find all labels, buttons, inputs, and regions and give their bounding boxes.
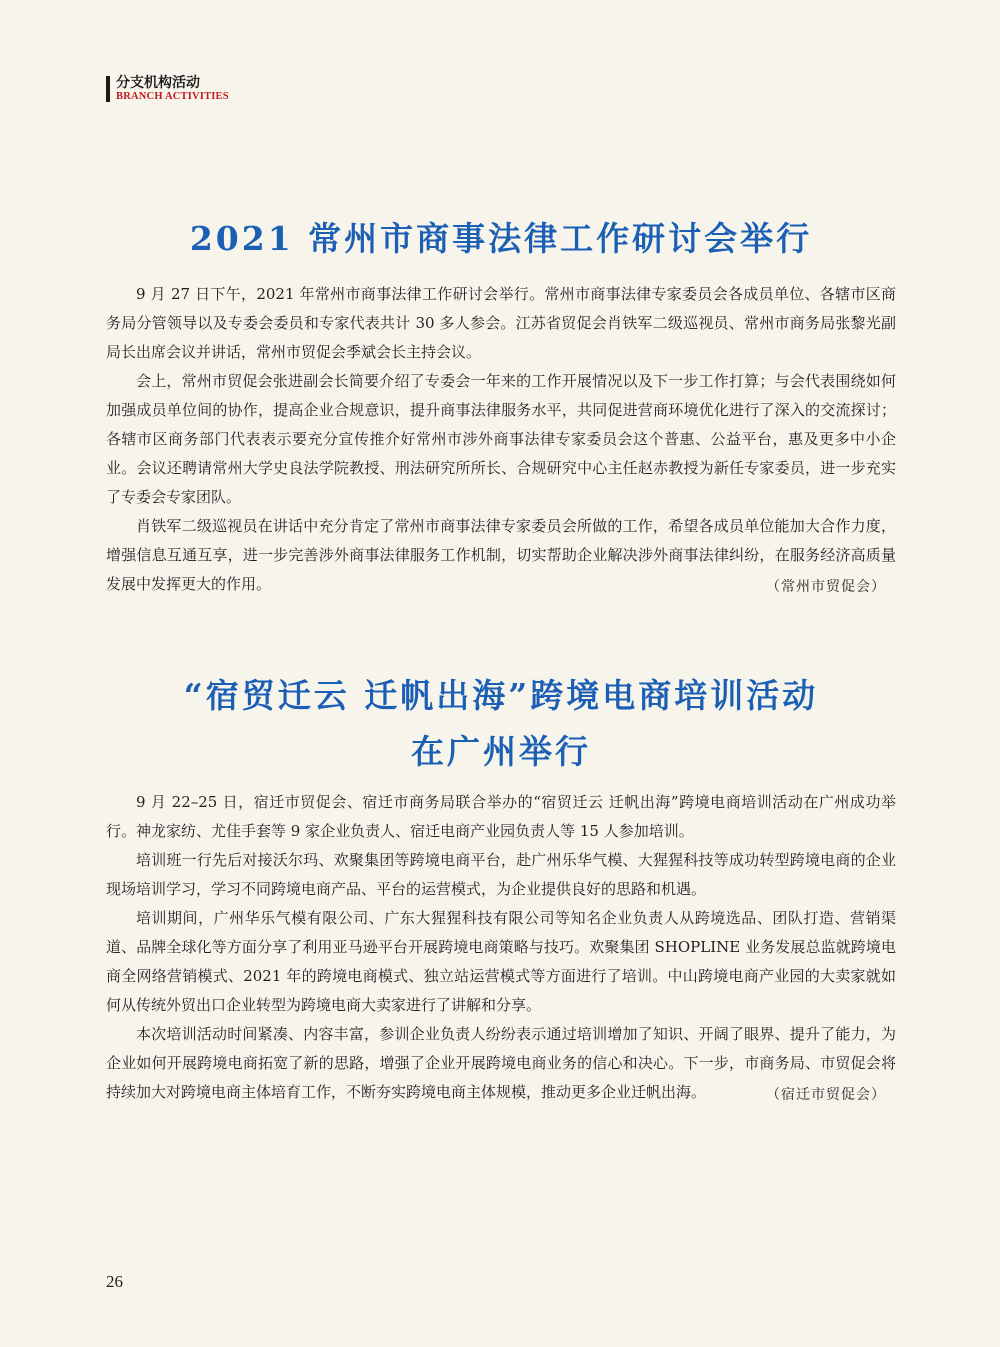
section-tag <box>106 76 229 102</box>
article-source: （宿迁市贸促会） <box>766 1087 886 1103</box>
article-title-line1: “宿贸迁云 迁帆出海”跨境电商培训活动 <box>183 676 819 715</box>
article-paragraph: 会上，常州市贸促会张进副会长简要介绍了专委会一年来的工作开展情况以及下一步工作打算；与会代表围绕如何加强成员单位间的协作，提高企业合规意识，提升商事法律服务水平，共同促进营商环境优化进行了深入的交流探讨；各辖市区商务部门代表表示要充分宣传推介好常州市涉外商事法律专家委员会这个普惠、公益平台，惠及更多中小企业。会议还聘请常州大学史良法学院教授、刑法研究所所长、合规研究中心主任赵赤教授为新任专家委员，进一步充实了专委会专家团队。 <box>106 372 896 506</box>
article-paragraph: 本次培训活动时间紧凑、内容丰富，参训企业负责人纷纷表示通过培训增加了知识、开阔了眼界、提升了能力，为企业如何开展跨境电商拓宽了新的思路，增强了企业开展跨境电商业务的信心和决心。下一步，市商务局、市贸促会将持续加大对跨境电商主体培育工作，不断夯实跨境电商主体规模，推动更多企业迁帆出海。 <box>106 1025 896 1101</box>
article-paragraph: 9 月 27 日下午，2021 年常州市商事法律工作研讨会举行。常州市商事法律专家委员会各成员单位、各辖市区商务局分管领导以及专委会委员和专家代表共计 30 多人参会。江苏省贸促会肖铁军二级巡视员、常州市商务局张黎光副局长出席会议并讲话，常州市贸促会季斌会长主持会议。 <box>106 285 896 361</box>
section-title-zh: 分支机构活动 <box>116 75 200 91</box>
article-paragraph: 肖铁军二级巡视员在讲话中充分肯定了常州市商事法律专家委员会所做的工作，希望各成员单位能加大合作力度，增强信息互通互享，进一步完善涉外商事法律服务工作机制，切实帮助企业解决涉外商事法律纠纷，在服务经济高质量发展中发挥更大的作用。 <box>106 517 896 593</box>
article-changzhou <box>106 213 896 597</box>
article-paragraph: 培训期间，广州华乐气模有限公司、广东大猩猩科技有限公司等知名企业负责人从跨境选品、团队打造、营销渠道、品牌全球化等方面分享了利用亚马逊平台开展跨境电商策略与技巧。欢聚集团 SHOPLINE 业务发展总监就跨境电商全网络营销模式、2021 年的跨境电商模式、独立站运营模式等方面进行了培训。中山跨境电商产业园的大卖家就如何从传统外贸出口企业转型为跨境电商大卖家进行了讲解和分享。 <box>106 909 896 1014</box>
article-title-line2: 在广州举行 <box>411 732 591 771</box>
article-source: （常州市贸促会） <box>766 579 886 595</box>
article-suqian <box>106 668 896 1105</box>
article-title: 2021 常州市商事法律工作研讨会举行 <box>189 219 813 258</box>
article-paragraph: 培训班一行先后对接沃尔玛、欢聚集团等跨境电商平台，赴广州乐华气模、大猩猩科技等成功转型跨境电商的企业现场培训学习，学习不同跨境电商产品、平台的运营模式，为企业提供良好的思路和机遇。 <box>106 851 896 898</box>
section-title-en: BRANCH ACTIVITIES <box>116 90 229 102</box>
article-paragraph: 9 月 22–25 日，宿迁市贸促会、宿迁市商务局联合举办的“宿贸迁云 迁帆出海”跨境电商培训活动在广州成功举行。神龙家纺、尤佳手套等 9 家企业负责人、宿迁电商产业园负责人等 15 人参加培训。 <box>106 793 896 840</box>
page-number: 26 <box>106 1272 123 1291</box>
